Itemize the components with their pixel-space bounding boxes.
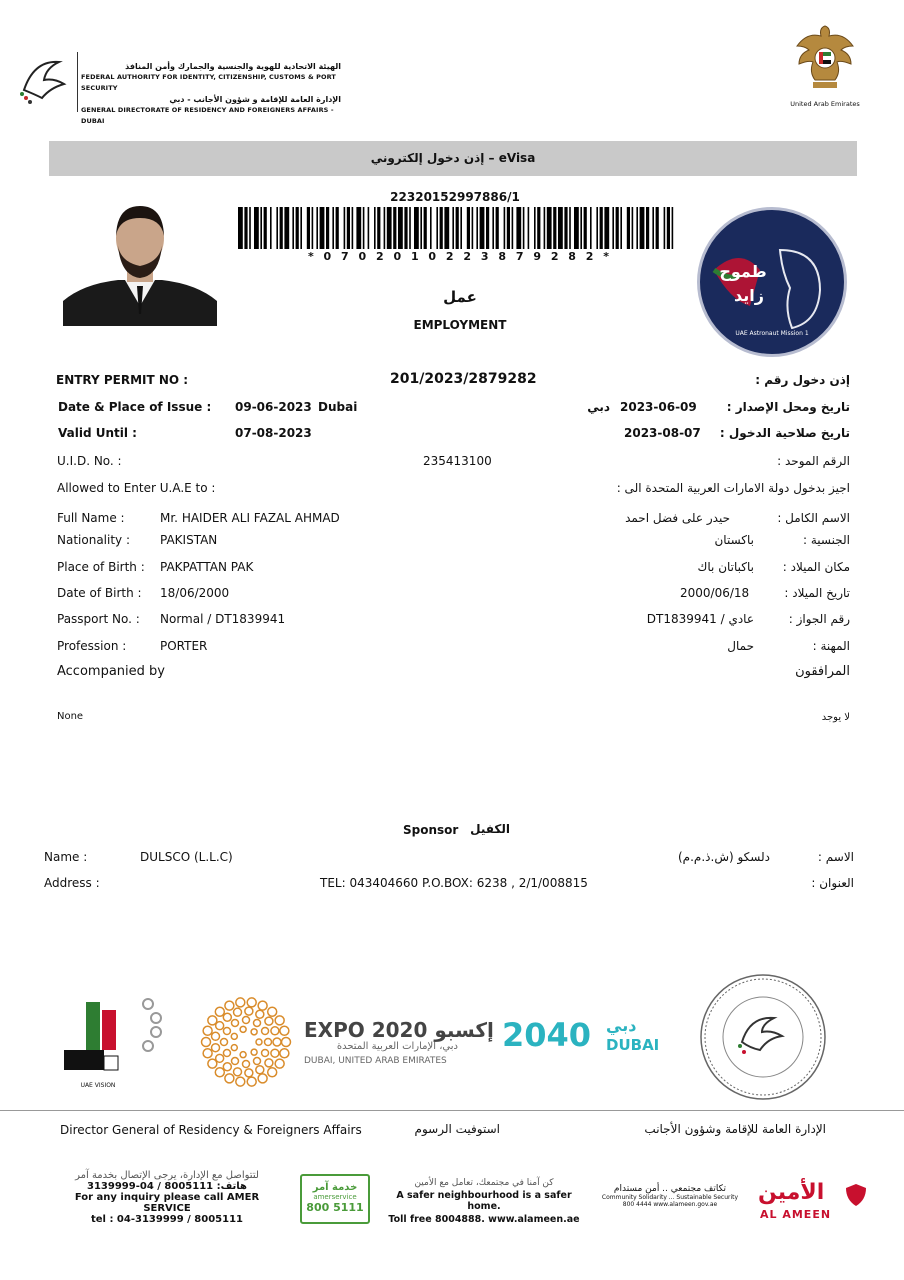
full-name-label-ar: الاسم الكامل : bbox=[777, 511, 850, 525]
valid-label: Valid Until : bbox=[58, 426, 137, 440]
barcode-bar bbox=[452, 207, 454, 249]
barcode-bar bbox=[537, 207, 540, 249]
barcode-bar bbox=[444, 207, 449, 249]
expo-ring-dot bbox=[262, 1050, 269, 1057]
accompanied-label: Accompanied by bbox=[57, 664, 165, 679]
alameen-slogan bbox=[384, 1178, 584, 1225]
issue-label-ar: تاريخ ومحل الإصدار : bbox=[726, 400, 850, 414]
community-ar: تكاتف مجتمعي .. أمن مستدام bbox=[613, 1184, 727, 1194]
expo-title bbox=[304, 1018, 494, 1042]
barcode-bar bbox=[414, 207, 419, 249]
expo-logo bbox=[200, 996, 494, 1088]
barcode-bar bbox=[296, 207, 299, 249]
expo-ring-dot bbox=[234, 1008, 242, 1016]
mission-badge bbox=[697, 207, 847, 357]
pob-ar: باكباتان باك bbox=[697, 560, 754, 574]
barcode-bar bbox=[612, 207, 614, 249]
barcode-bar bbox=[276, 207, 278, 249]
barcode-bar bbox=[404, 207, 407, 249]
expo-ring-dot bbox=[215, 1068, 224, 1077]
amer-logo bbox=[300, 1174, 370, 1224]
allowed-label-ar: اجيز بدخول دولة الامارات العربية المتحدة الى : bbox=[616, 481, 850, 495]
directorate-ar: الإدارة العامة للإقامة و شؤون الأجانب - دبي bbox=[169, 95, 341, 104]
barcode-bar bbox=[616, 207, 619, 249]
expo-ring-dot bbox=[240, 1052, 246, 1058]
passport: Normal / DT1839941 bbox=[160, 612, 286, 626]
expo-ring-dot bbox=[256, 1010, 264, 1018]
barcode-bar bbox=[620, 207, 622, 249]
expo-ring-dot bbox=[236, 998, 245, 1007]
barcode-bar bbox=[528, 207, 530, 249]
barcode-bar bbox=[627, 207, 630, 249]
shield-icon bbox=[844, 1184, 868, 1206]
full-name-ar: حيدر على فضل احمد bbox=[625, 511, 730, 525]
barcode-bar bbox=[534, 207, 536, 249]
dubai-2040: 2040 bbox=[502, 1016, 592, 1054]
authority-en: FEDERAL AUTHORITY FOR IDENTITY, CITIZENSHIP, CUSTOMS & PORT SECURITY bbox=[81, 73, 336, 92]
passport-label: Passport No. : bbox=[57, 612, 140, 626]
expo-ring-icon bbox=[200, 996, 292, 1088]
barcode-bar bbox=[512, 207, 514, 249]
expo-ring-dot bbox=[268, 1007, 277, 1016]
expo-ring-dot bbox=[203, 1026, 212, 1035]
barcode-bar bbox=[492, 207, 494, 249]
barcode-bar bbox=[476, 207, 478, 249]
expo-ring-dot bbox=[280, 1026, 289, 1035]
authority-ar: الهيئة الاتحادية للهوية والجنسية والجمارك وأمن المنافذ bbox=[125, 62, 341, 71]
expo-ring-dot bbox=[280, 1049, 289, 1058]
expo-ring-dot bbox=[275, 1016, 284, 1025]
barcode-bar bbox=[430, 207, 432, 249]
evisa-title: إذن دخول إلكتروني – eVisa bbox=[49, 141, 857, 176]
sponsor-heading-en: Sponsor bbox=[403, 823, 459, 837]
visa-type-en: EMPLOYMENT bbox=[413, 318, 507, 332]
full-name-label: Full Name : bbox=[57, 511, 125, 525]
expo-ring-dot bbox=[223, 1050, 230, 1057]
uae-vision-icon bbox=[58, 996, 170, 1078]
uae-vision-logo bbox=[58, 996, 170, 1092]
barcode-bar bbox=[347, 207, 350, 249]
barcode-bar bbox=[420, 207, 422, 249]
accompanied-value-ar: لا يوجد bbox=[821, 712, 850, 723]
expo-ring-dot bbox=[268, 1068, 277, 1077]
expo-ring-dot bbox=[265, 1017, 273, 1025]
amer-num: 800 5111 bbox=[306, 1201, 364, 1214]
expo-ring-dot bbox=[221, 1039, 228, 1046]
nationality-ar: باكستان bbox=[714, 533, 754, 547]
expo-ring-dot bbox=[265, 1039, 272, 1046]
amer-en: amerservice bbox=[313, 1193, 357, 1201]
barcode-bar bbox=[664, 207, 666, 249]
applicant-photo bbox=[63, 196, 217, 326]
uae-emblem bbox=[790, 20, 860, 112]
barcode-bar bbox=[456, 207, 459, 249]
barcode-bar bbox=[564, 207, 567, 249]
barcode-bar bbox=[574, 207, 579, 249]
expo-ring-dot bbox=[203, 1049, 212, 1058]
barcode-bar bbox=[656, 207, 659, 249]
barcode-bar bbox=[393, 207, 396, 249]
barcode-bar bbox=[374, 207, 376, 249]
entry-permit-label: ENTRY PERMIT NO : bbox=[56, 373, 189, 387]
entry-permit-label-ar: إذن دخول رقم : bbox=[755, 373, 850, 387]
header-divider bbox=[77, 52, 78, 112]
barcode-bar bbox=[569, 207, 571, 249]
barcode-bar bbox=[632, 207, 634, 249]
expo-ring-dot bbox=[258, 1074, 267, 1083]
expo-ring-dot bbox=[231, 1033, 237, 1039]
barcode-bar bbox=[238, 207, 243, 249]
contact-block bbox=[56, 1170, 278, 1225]
expo-ring-dot bbox=[216, 1022, 224, 1030]
expo-ring-dot bbox=[247, 1077, 256, 1086]
alameen-en2: Toll free 8004888. www.alameen.ae bbox=[388, 1214, 580, 1225]
barcode-bar bbox=[264, 207, 267, 249]
expo-ring-dot bbox=[273, 1038, 281, 1046]
contact-ar2: هاتف: 8005111 / 04-3139999 bbox=[87, 1181, 247, 1192]
barcode-bar bbox=[292, 207, 294, 249]
issue-label: Date & Place of Issue : bbox=[58, 400, 212, 414]
barcode-bar bbox=[254, 207, 259, 249]
barcode-bar bbox=[496, 207, 499, 249]
barcode-bar bbox=[424, 207, 427, 249]
fees-label-ar: استوفيت الرسوم bbox=[414, 1122, 500, 1136]
barcode-bar bbox=[584, 207, 587, 249]
barcode-bar bbox=[523, 207, 525, 249]
barcode-bar bbox=[507, 207, 510, 249]
expo-ring-dot bbox=[232, 1019, 239, 1026]
dob-label-ar: تاريخ الميلاد : bbox=[784, 586, 850, 600]
entry-permit-value: 201/2023/2879282 bbox=[390, 371, 537, 387]
expo-ring-dot bbox=[245, 1069, 253, 1077]
barcode-bar bbox=[516, 207, 521, 249]
director-label: Director General of Residency & Foreigners Affairs bbox=[60, 1123, 362, 1137]
authority-logo bbox=[14, 50, 72, 110]
expo-ring-dot bbox=[236, 1077, 245, 1086]
visa-type-ar: عمل bbox=[443, 288, 477, 306]
pob-label: Place of Birth : bbox=[57, 560, 145, 574]
badge-ar-line1: طموح bbox=[719, 262, 767, 281]
contact-en1: For any inquiry please call AMER SERVICE bbox=[74, 1192, 260, 1214]
barcode-bar bbox=[604, 207, 609, 249]
expo-ar: إكسبو bbox=[434, 1018, 494, 1042]
barcode-bar bbox=[377, 207, 380, 249]
profession-label: Profession : bbox=[57, 639, 127, 653]
barcode-bar bbox=[336, 207, 339, 249]
expo-sub-ar: دبي، الإمارات العربية المتحدة bbox=[336, 1041, 458, 1052]
sponsor-name-ar: دلسكو (ش.ذ.م.م) bbox=[677, 850, 770, 864]
community-block bbox=[596, 1184, 744, 1208]
barcode-bar bbox=[260, 207, 262, 249]
barcode-bar bbox=[284, 207, 289, 249]
issue-date: 09-06-2023 bbox=[235, 400, 312, 414]
dob: 18/06/2000 bbox=[160, 586, 230, 600]
barcode-bar bbox=[249, 207, 251, 249]
barcode-bar bbox=[640, 207, 645, 249]
barcode-bar bbox=[409, 207, 411, 249]
badge-ar-line2: زايد bbox=[734, 286, 764, 305]
expo-ring-dot bbox=[202, 1038, 211, 1047]
alameen-logo bbox=[758, 1180, 870, 1224]
expo-ring-dot bbox=[232, 1058, 239, 1065]
valid-date-ar: 2023-08-07 bbox=[624, 426, 701, 440]
dob-label: Date of Birth : bbox=[57, 586, 142, 600]
expo-ring-dot bbox=[225, 1074, 234, 1083]
expo-ring-dot bbox=[243, 1017, 250, 1024]
accompanied-value: None bbox=[57, 711, 84, 722]
barcode-bar bbox=[352, 207, 354, 249]
expo-ring-dot bbox=[271, 1049, 279, 1057]
dubai-2040-logo bbox=[502, 1016, 662, 1056]
expo-en: EXPO 2020 bbox=[304, 1018, 428, 1042]
expo-ring-dot bbox=[251, 1049, 257, 1055]
alameen-en1: A safer neighbourhood is a safer home. bbox=[396, 1190, 572, 1212]
contact-ar1: لتتواصل مع الإدارة، يرجى الإتصال بخدمة آمر bbox=[75, 1170, 259, 1181]
barcode bbox=[238, 207, 678, 249]
barcode-bar bbox=[667, 207, 670, 249]
issue-date-ar: 2023-06-09 bbox=[620, 400, 697, 414]
expo-ring-dot bbox=[275, 1059, 284, 1068]
footer-divider bbox=[0, 1110, 904, 1111]
expo-ring-dot bbox=[234, 1068, 242, 1076]
expo-ring-dot bbox=[265, 1059, 273, 1067]
dubai-ar: دبي bbox=[606, 1016, 637, 1035]
expo-ring-dot bbox=[258, 1001, 267, 1010]
barcode-bar bbox=[384, 207, 386, 249]
alameen-logo-ar: الأمين bbox=[758, 1180, 825, 1205]
sponsor-address-label: Address : bbox=[44, 876, 100, 890]
dubai-en: DUBAI bbox=[606, 1036, 660, 1054]
barcode-bar bbox=[558, 207, 563, 249]
pob: PAKPATTAN PAK bbox=[160, 560, 254, 574]
barcode-bar bbox=[646, 207, 649, 249]
barcode-bar bbox=[440, 207, 443, 249]
barcode-bar bbox=[270, 207, 272, 249]
allowed-label: Allowed to Enter U.A.E to : bbox=[57, 481, 216, 495]
expo-ring-dot bbox=[251, 1029, 257, 1035]
expo-ring-dot bbox=[271, 1027, 279, 1035]
barcode-bar bbox=[368, 207, 370, 249]
barcode-bar bbox=[544, 207, 546, 249]
community-en: Community Solidarity ... Sustainable Security bbox=[601, 1194, 739, 1201]
barcode-bar bbox=[363, 207, 365, 249]
barcode-bar bbox=[316, 207, 318, 249]
expo-ring-dot bbox=[215, 1007, 224, 1016]
authority-text bbox=[81, 61, 341, 127]
barcode-bar bbox=[590, 207, 592, 249]
nationality: PAKISTAN bbox=[160, 533, 218, 547]
uid-value: 235413100 bbox=[423, 454, 492, 468]
expo-ring-dot bbox=[225, 1001, 234, 1010]
amer-ar: خدمة آمر bbox=[312, 1182, 358, 1193]
valid-date: 07-08-2023 bbox=[235, 426, 312, 440]
barcode-bar bbox=[547, 207, 552, 249]
nationality-label-ar: الجنسية : bbox=[803, 533, 850, 547]
barcode-bar bbox=[387, 207, 392, 249]
expo-ring-dot bbox=[212, 1032, 220, 1040]
barcode-bar bbox=[460, 207, 462, 249]
alameen-logo-en: AL AMEEN bbox=[760, 1208, 832, 1221]
expo-ring-dot bbox=[247, 998, 256, 1007]
barcode-bar bbox=[398, 207, 403, 249]
sponsor-address: TEL: 043404660 P.O.BOX: 6238 , 2/1/008815 bbox=[320, 876, 588, 890]
barcode-bar bbox=[326, 207, 329, 249]
person-photo-icon bbox=[63, 196, 217, 326]
eagle-emblem-icon bbox=[793, 20, 857, 96]
barcode-bar bbox=[307, 207, 310, 249]
sponsor-name-label: Name : bbox=[44, 850, 88, 864]
barcode-bottom-number: * 0 7 0 2 0 1 0 2 2 3 8 7 9 2 8 2 * bbox=[307, 250, 613, 263]
expo-ring-dot bbox=[223, 1028, 230, 1035]
expo-ring-dot bbox=[243, 1061, 250, 1068]
uid-label-ar: الرقم الموحد : bbox=[777, 454, 850, 468]
sponsor-name: DULSCO (L.L.C) bbox=[140, 850, 233, 864]
barcode-bar bbox=[580, 207, 582, 249]
seal-icon bbox=[698, 972, 828, 1102]
pob-label-ar: مكان الميلاد : bbox=[782, 560, 850, 574]
barcode-top-number: 22320152997886/1 bbox=[390, 190, 520, 204]
expo-ring-dot bbox=[282, 1038, 291, 1047]
directorate-footer-ar: الإدارة العامة للإقامة وشؤون الأجانب bbox=[644, 1122, 826, 1136]
full-name: Mr. HAIDER ALI FAZAL AHMAD bbox=[160, 511, 340, 525]
barcode-bar bbox=[672, 207, 674, 249]
barcode-bar bbox=[636, 207, 638, 249]
dob-ar: 2000/06/18 bbox=[680, 586, 750, 600]
barcode-bar bbox=[320, 207, 325, 249]
expo-ring-dot bbox=[254, 1019, 261, 1026]
barcode-bar bbox=[436, 207, 438, 249]
barcode-bar bbox=[356, 207, 361, 249]
falcon-icon bbox=[14, 50, 72, 110]
barcode-bar bbox=[480, 207, 485, 249]
accompanied-label-ar: المرافقون bbox=[795, 664, 850, 679]
barcode-bar bbox=[467, 207, 470, 249]
sponsor-name-label-ar: الاسم : bbox=[817, 850, 854, 864]
expo-ring-dot bbox=[262, 1028, 269, 1035]
alameen-ar1: كن آمنا في مجتمعك، تعامل مع الأمين bbox=[414, 1178, 554, 1188]
expo-ring-dot bbox=[256, 1066, 264, 1074]
barcode-bar bbox=[344, 207, 346, 249]
expo-ring-dot bbox=[231, 1045, 237, 1051]
badge-caption: UAE Astronaut Mission 1 bbox=[735, 330, 809, 337]
issue-place: Dubai bbox=[318, 400, 358, 414]
barcode-bar bbox=[300, 207, 302, 249]
expo-ring-dot bbox=[245, 1007, 253, 1015]
expo-ring-dot bbox=[256, 1039, 262, 1045]
community-contact: 800 4444 www.alameen.gov.ae bbox=[622, 1201, 718, 1208]
barcode-bar bbox=[312, 207, 314, 249]
barcode-bar bbox=[332, 207, 334, 249]
uae-vision-text: UAE VISION bbox=[80, 1082, 116, 1089]
barcode-bar bbox=[652, 207, 654, 249]
barcode-bar bbox=[600, 207, 603, 249]
authority-seal bbox=[698, 972, 828, 1102]
expo-sub-en: DUBAI, UNITED ARAB EMIRATES bbox=[304, 1056, 447, 1066]
barcode-bar bbox=[486, 207, 489, 249]
directorate-en: GENERAL DIRECTORATE OF RESIDENCY AND FOREIGNERS AFFAIRS - DUBAI bbox=[81, 106, 334, 125]
barcode-bar bbox=[553, 207, 556, 249]
barcode-bar bbox=[472, 207, 474, 249]
issue-place-ar: دبي bbox=[587, 400, 610, 414]
uid-label: U.I.D. No. : bbox=[57, 454, 122, 468]
expo-ring-dot bbox=[254, 1058, 261, 1065]
profession-ar: حمال bbox=[727, 639, 754, 653]
barcode-bar bbox=[244, 207, 247, 249]
country-label: United Arab Emirates bbox=[790, 100, 860, 108]
expo-ring-dot bbox=[212, 1044, 220, 1052]
expo-ring-dot bbox=[223, 1013, 231, 1021]
expo-ring-dot bbox=[240, 1026, 246, 1032]
barcode-bar bbox=[280, 207, 283, 249]
barcode-bar bbox=[596, 207, 598, 249]
expo-ring-dot bbox=[223, 1063, 231, 1071]
barcode-bar bbox=[504, 207, 506, 249]
nationality-label: Nationality : bbox=[57, 533, 131, 547]
valid-label-ar: تاريخ صلاحية الدخول : bbox=[719, 426, 850, 440]
passport-ar: عادي / DT1839941 bbox=[646, 612, 754, 626]
sponsor-heading-ar: الكفيل bbox=[470, 822, 510, 836]
contact-en2: tel : 04-3139999 / 8005111 bbox=[90, 1214, 244, 1225]
sponsor-address-label-ar: العنوان : bbox=[811, 876, 854, 890]
profession: PORTER bbox=[160, 639, 208, 653]
profession-label-ar: المهنة : bbox=[812, 639, 850, 653]
expo-ring-dot bbox=[216, 1054, 224, 1062]
passport-label-ar: رقم الجواز : bbox=[788, 612, 850, 626]
